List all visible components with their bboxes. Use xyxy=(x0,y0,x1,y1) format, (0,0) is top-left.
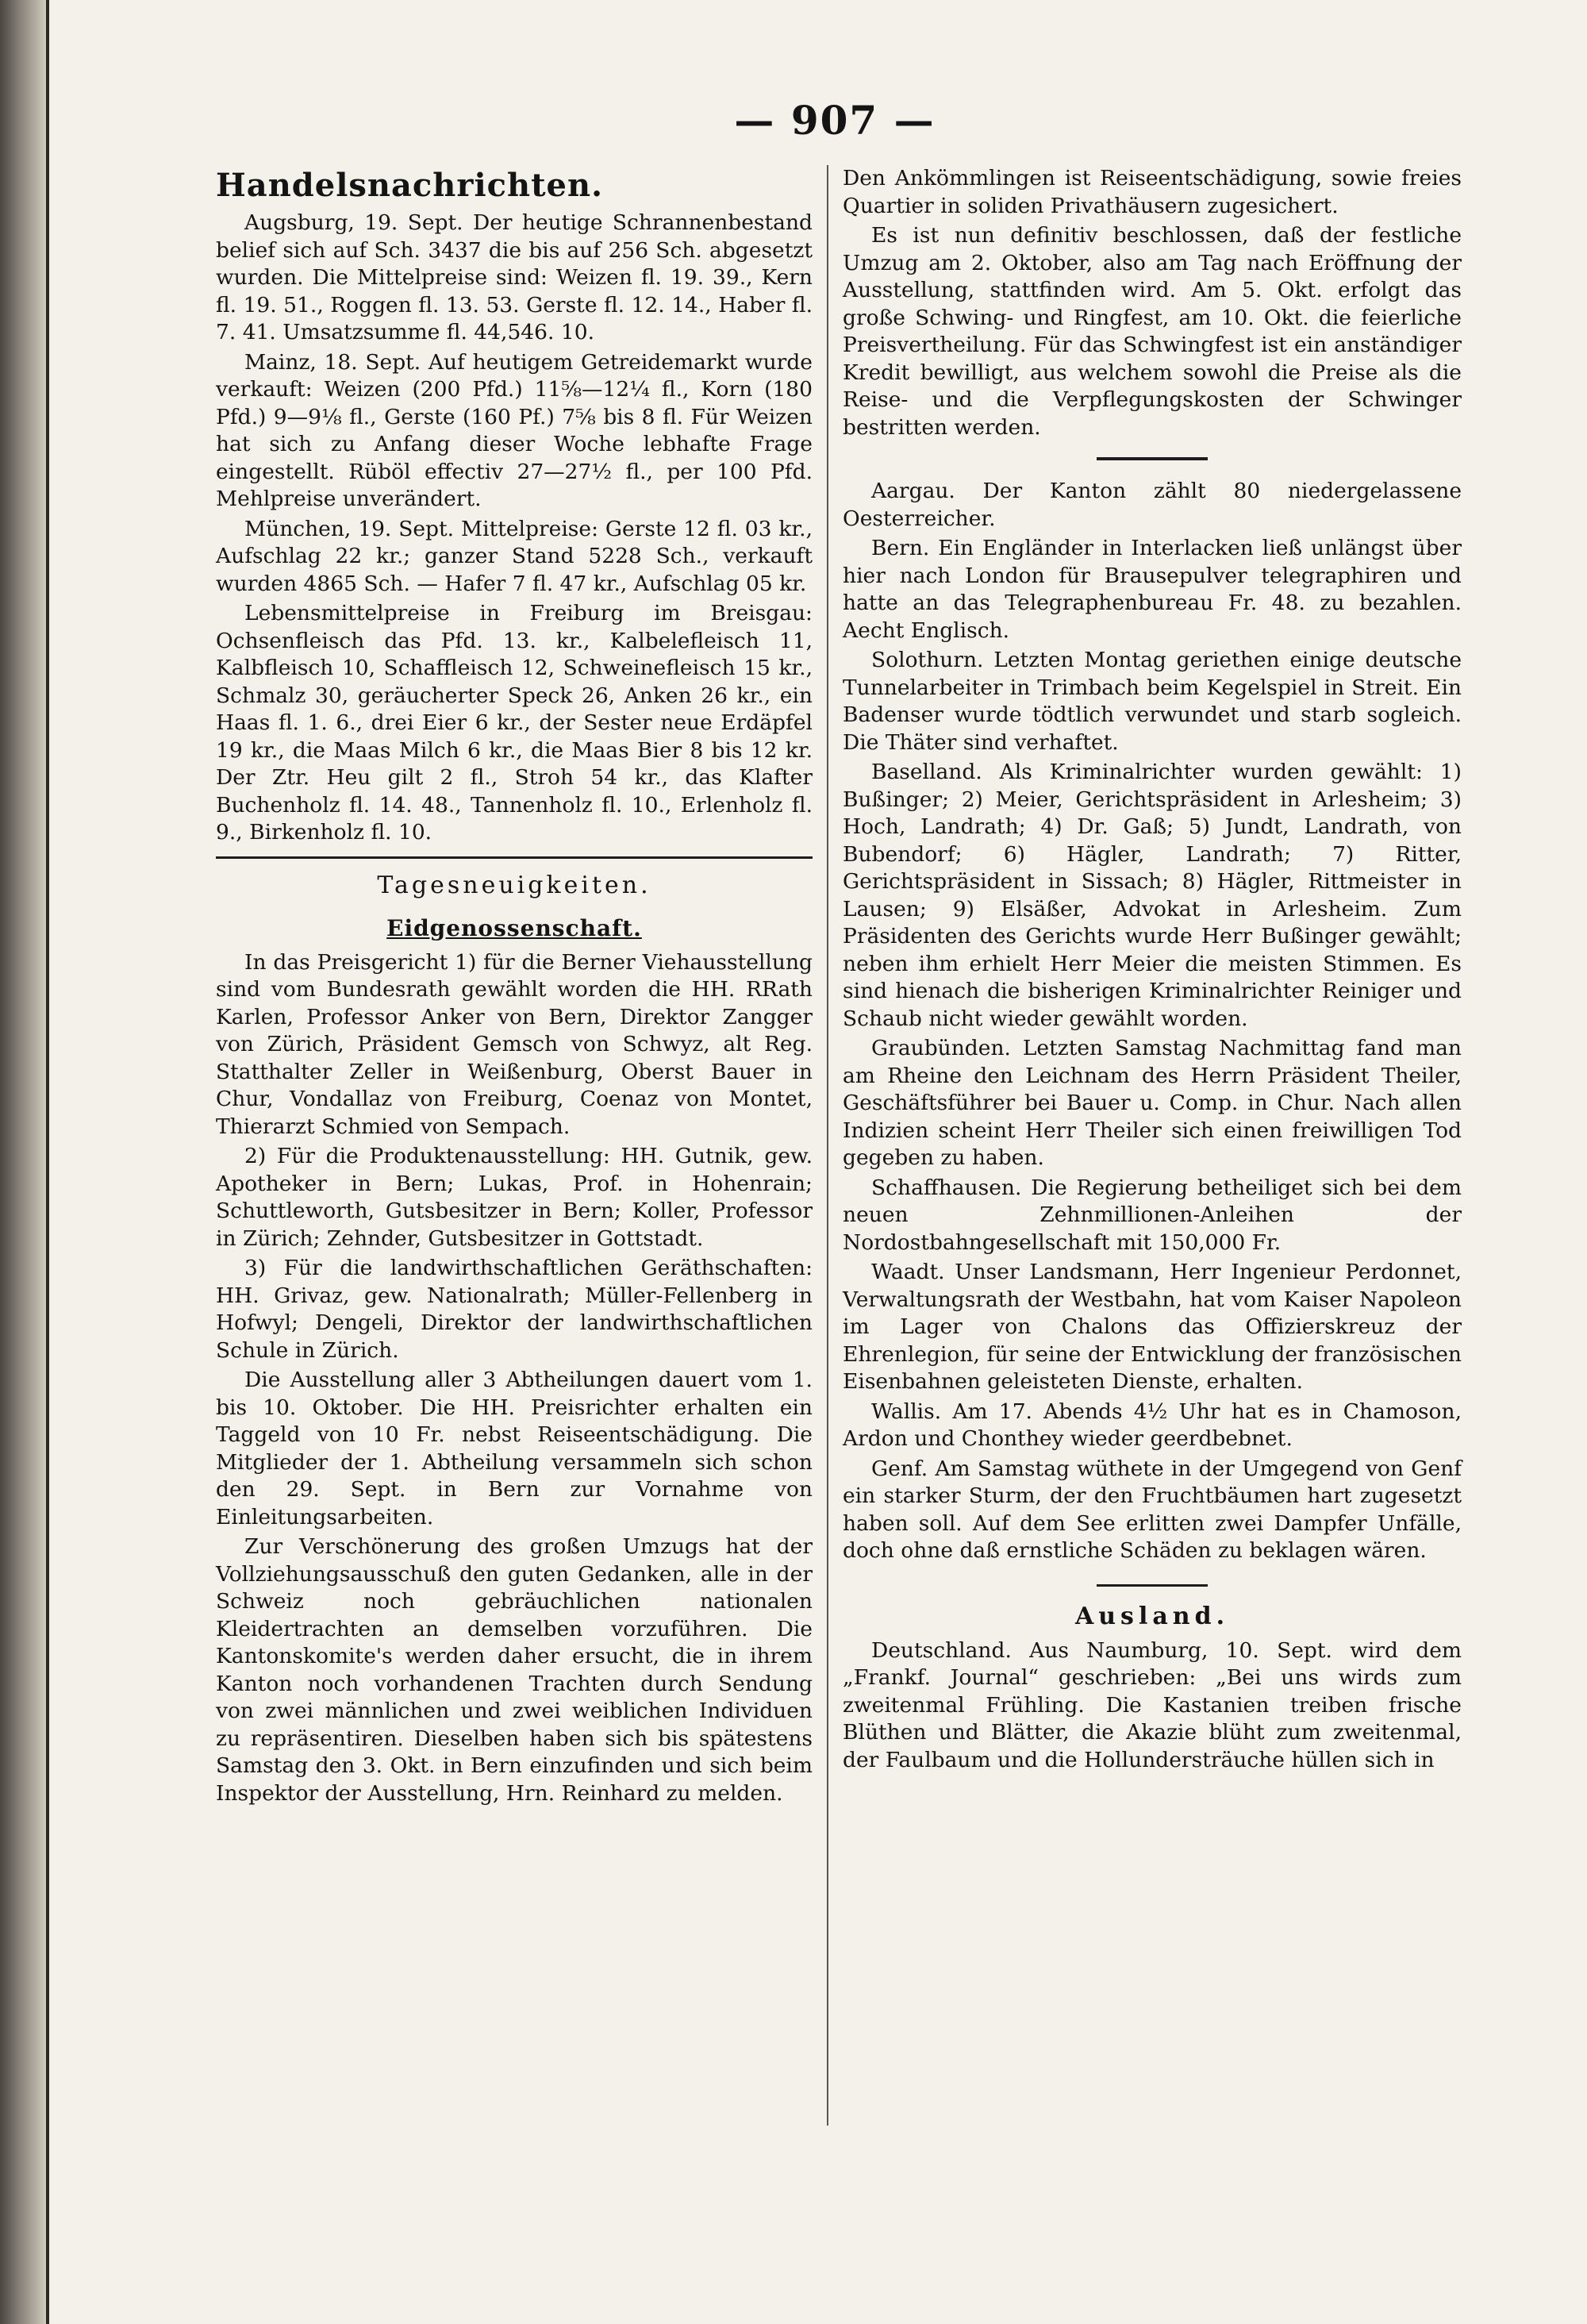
news-preisgericht: In das Preisgericht 1) für die Berner Viehausstellung sind vom Bundesrath gewählt worden die HH. RRath Karlen, Professor Anker von Bern, Direktor Zangger von Zürich, Präsident Gemsch von Schwyz, alt Reg. Statthalter Zeller in Weißenburg, Oberst Bauer in Chur, Vondallaz von Freiburg, Coenaz von Montet, Thierarzt Schmied von Sempach. xyxy=(216,949,813,1139)
news-continued: Den Ankömmlingen ist Reiseentschädigung, sowie freies Quartier in soliden Privathäusern zugesichert. xyxy=(843,166,1462,218)
heading-ausland: Ausland. xyxy=(1074,1602,1230,1630)
right-column xyxy=(843,165,1462,1776)
report-augsburg: Augsburg, 19. Sept. Der heutige Schrannenbestand belief sich auf Sch. 3437 die bis auf 256 Sch. abgesetzt wurden. Die Mittelpreise sind: Weizen fl. 19. 39., Kern fl. 19. 51., Roggen fl. 13. 53. Gerste fl. 12. 14., Haber fl. 7. 41. Umsatzsumme fl. 44,546. 10. xyxy=(216,210,813,344)
news-schwingfest: Es ist nun definitiv beschlossen, daß der festliche Umzug am 2. Oktober, also am Tag nach Eröffnung der Ausstellung, stattfinden wird. Am 5. Okt. erfolgt das große Schwing- und Ringfest, am 10. Okt. die feierliche Preisvertheilung. Für das Schwingfest ist ein anständiger Kredit bewilligt, aus welchem sowohl die Preise als die Reise- und die Verpflegungskosten der Schwinger bestritten werden. xyxy=(843,223,1462,440)
news-baselland: Baselland. Als Kriminalrichter wurden gewählt: 1) Bußinger; 2) Meier, Gerichtspräsident in Arlesheim; 3) Hoch, Landrath; 4) Dr. Gaß; 5) Jundt, Landrath, von Bubendorf; 6) Hägler, Landrath; 7) Ritter, Gerichtspräsident in Sissach; 8) Hägler, Rittmeister in Lausen; 9) Elsäßer, Advokat in Arlesheim. Zum Präsidenten des Gerichts wurde Herr Bußinger gewählt; neben ihm erhielt Herr Meier die meisten Stimmen. Es sind hienach die bisherigen Kriminalrichter Reiniger und Schaub nicht wieder gewählt worden. xyxy=(843,760,1462,1031)
newspaper-page xyxy=(49,0,1587,2324)
news-umzug: Zur Verschönerung des großen Umzugs hat der Vollziehungsausschuß den guten Gedanken, alle in der Schweiz noch gebräuchlichen nationalen Kleidertrachten an demselben vorzuführen. Die Kantonskomite's werden daher ersucht, die in ihrem Kanton noch vorhandenen Trachten durch Sendung von zwei männlichen und zwei weiblichen Individuen zu repräsentiren. Dieselben haben sich bis spätestens Samstag den 3. Okt. in Bern einzufinden und sich beim Inspektor der Ausstellung, Hrn. Reinhard zu melden. xyxy=(216,1534,813,1806)
news-wallis: Wallis. Am 17. Abends 4½ Uhr hat es in Chamoson, Ardon und Chonthey wieder geerdbebnet. xyxy=(843,1399,1462,1451)
column-divider xyxy=(827,165,828,2126)
book-binding xyxy=(0,0,46,2324)
news-bern: Bern. Ein Engländer in Interlacken ließ unlängst über hier nach London für Brausepulver telegraphiren und hatte an das Telegraphenbureau Fr. 48. zu bezahlen. Aecht Englisch. xyxy=(843,536,1462,643)
news-deutschland: Deutschland. Aus Naumburg, 10. Sept. wird dem „Frankf. Journal“ geschrieben: „Bei uns wirds zum zweitenmal Frühling. Die Kastanien treiben frische Blüthen und Blätter, die Akazie blüht zum zweitenmal, der Faulbaum und die Hollundersträuche hüllen sich in xyxy=(843,1637,1462,1772)
news-solothurn: Solothurn. Letzten Montag geriethen einige deutsche Tunnelarbeiter in Trimbach beim Kegelspiel in Streit. Ein Badenser wurde tödtlich verwundet und starb sogleich. Die Thäter sind verhaftet. xyxy=(843,648,1462,755)
news-geraethschaften: 3) Für die landwirthschaftlichen Geräthschaften: HH. Grivaz, gew. Nationalrath; Müller-Fellenberg in Hofwyl; Dengeli, Direktor der landwirthschaftlichen Schule in Zürich. xyxy=(216,1256,813,1363)
section-rule xyxy=(216,856,813,859)
report-mainz: Mainz, 18. Sept. Auf heutigem Getreidemarkt wurde verkauft: Weizen (200 Pfd.) 11⅝—12¼ fl., Korn (180 Pfd.) 9—9⅛ fl., Gerste (160 Pf.) 7⅝ bis 8 fl. Für Weizen hat sich zu Anfang dieser Woche lebhafte Frage eingestellt. Rüböl effectiv 27—27½ fl., per 100 Pfd. Mehlpreise unverändert. xyxy=(216,349,813,511)
news-produktenausstellung: 2) Für die Produktenausstellung: HH. Gutnik, gew. Apotheker in Bern; Lukas, Prof. in Hohenrain; Schuttleworth, Gutsbesitzer in Bern; Koller, Professor in Zürich; Zehnder, Gutsbesitzer in Gottstadt. xyxy=(216,1144,813,1251)
page-number: — 907 — xyxy=(734,97,936,144)
short-rule-2 xyxy=(1097,1584,1208,1587)
news-genf: Genf. Am Samstag wüthete in der Umgegend von Genf ein starker Sturm, der den Fruchtbäumen hart zugesetzt haben soll. Auf dem See erlitten zwei Dampfer Unfälle, doch ohne daß ernstliche Schäden zu beklagen wären. xyxy=(843,1456,1462,1563)
heading-handelsnachrichten: Handelsnachrichten. xyxy=(216,167,604,204)
news-graubuenden: Graubünden. Letzten Samstag Nachmittag fand man am Rheine den Leichnam des Herrn Präsident Theiler, Geschäftsführer bei Bauer u. Comp. in Chur. Nach allen Indizien scheint Herr Theiler sich einen freiwilligen Tod gegeben zu haben. xyxy=(843,1036,1462,1170)
news-waadt: Waadt. Unser Landsmann, Herr Ingenieur Perdonnet, Verwaltungsrath der Westbahn, hat vom Kaiser Napoleon im Lager von Chalons das Offizierskreuz der Ehrenlegion, für seine der Entwicklung der französischen Eisenbahnen geleisteten Dienste, erhalten. xyxy=(843,1260,1462,1394)
news-ausstellung-dauer: Die Ausstellung aller 3 Abtheilungen dauert vom 1. bis 10. Oktober. Die HH. Preisrichter erhalten ein Taggeld von 10 Fr. nebst Reiseentschädigung. Die Mitglieder der 1. Abtheilung versammeln sich schon den 29. Sept. in Bern zur Vornahme von Einleitungsarbeiten. xyxy=(216,1368,813,1529)
news-aargau: Aargau. Der Kanton zählt 80 niedergelassene Oesterreicher. xyxy=(843,479,1462,531)
left-column xyxy=(216,165,813,1810)
short-rule xyxy=(1097,457,1208,460)
news-schaffhausen: Schaffhausen. Die Regierung betheiliget sich bei dem neuen Zehnmillionen-Anleihen der Nordostbahngesellschaft mit 150,000 Fr. xyxy=(843,1175,1462,1255)
report-muenchen: München, 19. Sept. Mittelpreise: Gerste 12 fl. 03 kr., Aufschlag 22 kr.; ganzer Stand 5228 Sch., verkauft wurden 4865 Sch. — Hafer 7 fl. 47 kr., Aufschlag 05 kr. xyxy=(216,516,813,596)
report-freiburg: Lebensmittelpreise in Freiburg im Breisgau: Ochsenfleisch das Pfd. 13. kr., Kalbelefleisch 11, Kalbfleisch 10, Schaffleisch 12, Schweinefleisch 15 kr., Schmalz 30, geräucherter Speck 26, Anken 26 kr., ein Haas fl. 1. 6., drei Eier 6 kr., der Sester neue Erdäpfel 19 kr., die Maas Milch 6 kr., die Maas Bier 8 bis 12 kr. Der Ztr. Heu gilt 2 fl., Stroh 54 kr., das Klafter Buchenholz fl. 14. 48., Tannenholz fl. 10., Erlenholz fl. 9., Birkenholz fl. 10. xyxy=(216,601,813,845)
heading-eidgenossenschaft: Eidgenossenschaft. xyxy=(386,914,642,941)
heading-tagesneuigkeiten: Tagesneuigkeiten. xyxy=(377,871,651,899)
